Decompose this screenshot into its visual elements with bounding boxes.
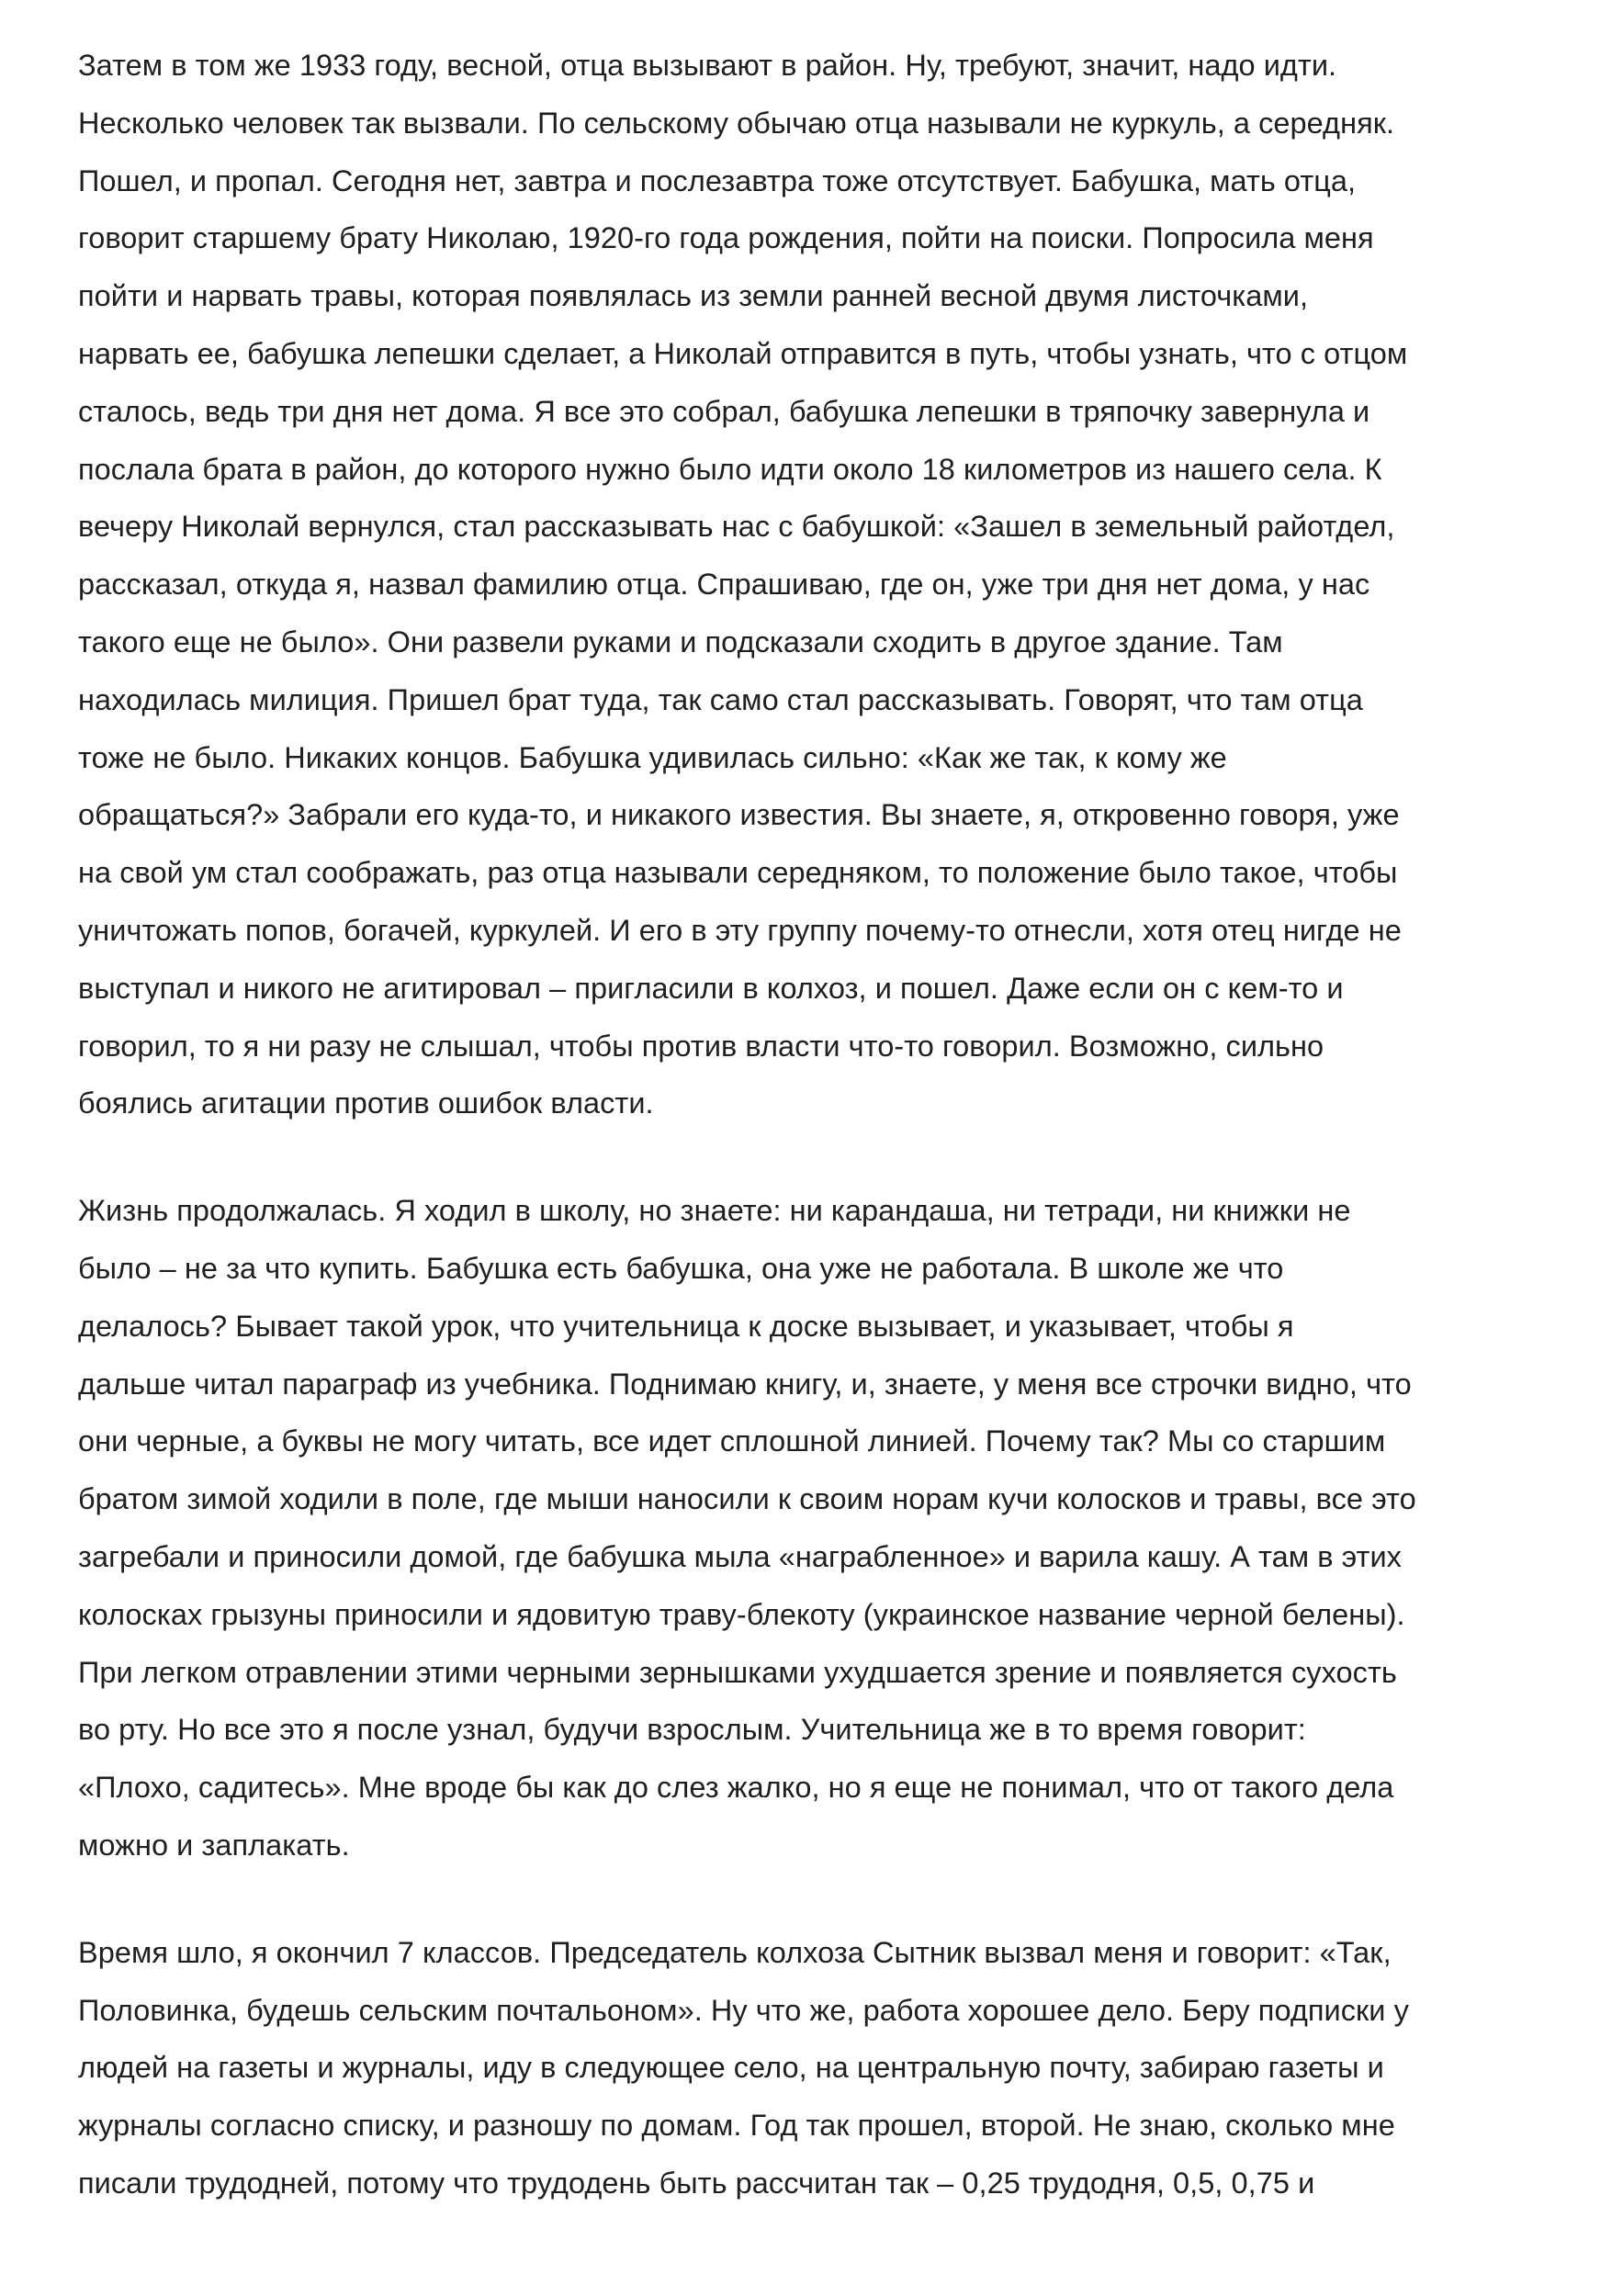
text-line: рассказал, откуда я, назвал фамилию отца. Спрашиваю, где он, уже три дня нет дома, у нас xyxy=(78,568,1370,602)
document-body xyxy=(78,37,1566,2212)
text-line: послала брата в район, до которого нужно было идти около 18 километров из нашего села. К xyxy=(78,452,1382,486)
text-line: колосках грызуны приносили и ядовитую траву-блекоту (украинское название черной белены). xyxy=(78,1597,1405,1631)
text-line: братом зимой ходили в поле, где мыши наносили к своим норам кучи колосков и травы, все это xyxy=(78,1482,1416,1516)
text-line: такого еще не было». Они развели руками и подсказали сходить в другое здание. Там xyxy=(78,625,1283,658)
text-line: Жизнь продолжалась. Я ходил в школу, но знаете: ни карандаша, ни тетради, ни книжки не xyxy=(78,1194,1351,1228)
text-line: писали трудодней, потому что трудодень быть рассчитан так – 0,25 трудодня, 0,5, 0,75 и xyxy=(78,2166,1315,2200)
text-line: журналы согласно списку, и разношу по домам. Год так прошел, второй. Не знаю, сколько мне xyxy=(78,2109,1395,2143)
text-line: обращаться?» Забрали его куда-то, и никакого известия. Вы знаете, я, откровенно говоря, уже xyxy=(78,798,1400,832)
text-line: При легком отравлении этими черными зернышками ухудшается зрение и появляется сухость xyxy=(78,1655,1397,1689)
text-line: было – не за что купить. Бабушка есть бабушка, она уже не работала. В школе же что xyxy=(78,1251,1284,1285)
text-line: на свой ум стал соображать, раз отца называли середняком, то положение было такое, чтобы xyxy=(78,856,1398,890)
text-line: боялись агитации против ошибок власти. xyxy=(78,1086,654,1120)
paragraph xyxy=(78,1182,1566,1874)
text-line: говорит старшему брату Николаю, 1920-го года рождения, пойти на поиски. Попросила меня xyxy=(78,221,1374,255)
text-line: сталось, ведь три дня нет дома. Я все это собрал, бабушка лепешки в тряпочку завернула и xyxy=(78,394,1370,428)
text-line: Половинка, будешь сельским почтальоном». Ну что же, работа хорошее дело. Беру подписки у xyxy=(78,1993,1409,2027)
text-line: говорил, то я ни разу не слышал, чтобы против власти что-то говорил. Возможно, сильно xyxy=(78,1029,1324,1063)
text-line: вечеру Николай вернулся, стал рассказывать нас с бабушкой: «Зашел в земельный райотдел, xyxy=(78,510,1395,544)
text-line: дальше читал параграф из учебника. Поднимаю книгу, и, знаете, у меня все строчки видно, что xyxy=(78,1367,1412,1401)
text-line: «Плохо, садитесь». Мне вроде бы как до слез жалко, но я еще не понимал, что от такого дела xyxy=(78,1771,1394,1805)
text-line: Затем в том же 1933 году, весной, отца вызывают в район. Ну, требуют, значит, надо идти. xyxy=(78,49,1337,82)
text-line: тоже не было. Никаких концов. Бабушка удивилась сильно: «Как же так, к кому же xyxy=(78,740,1227,774)
text-line: делалось? Бывает такой урок, что учительница к доске вызывает, и указывает, чтобы я xyxy=(78,1309,1294,1343)
text-line: можно и заплакать. xyxy=(78,1828,350,1862)
text-line: пойти и нарвать травы, которая появлялась из земли ранней весной двумя листочками, xyxy=(78,279,1309,313)
text-line: нарвать ее, бабушка лепешки сделает, а Николай отправится в путь, чтобы узнать, что с отцом xyxy=(78,336,1408,370)
text-line: загребали и приносили домой, где бабушка мыла «награбленное» и варила кашу. А там в этих xyxy=(78,1539,1402,1573)
text-line: Несколько человек так вызвали. По сельскому обычаю отца называли не куркуль, а середняк. xyxy=(78,106,1395,140)
text-line: Пошел, и пропал. Сегодня нет, завтра и послезавтра тоже отсутствует. Бабушка, мать отца, xyxy=(78,163,1357,197)
text-line: Время шло, я окончил 7 классов. Председатель колхоза Сытник вызвал меня и говорит: «Так, xyxy=(78,1935,1392,1969)
text-line: уничтожать попов, богачей, куркулей. И его в эту группу почему-то отнесли, хотя отец нигде не xyxy=(78,913,1402,947)
text-line: выступал и никого не агитировал – пригласили в колхоз, и пошел. Даже если он с кем-то и xyxy=(78,971,1344,1005)
text-line: находилась милиция. Пришел брат туда, так само стал рассказывать. Говорят, что там отца xyxy=(78,682,1363,716)
text-line: людей на газеты и журналы, иду в следующее село, на центральную почту, забираю газеты и xyxy=(78,2051,1384,2085)
text-line: во рту. Но все это я после узнал, будучи взрослым. Учительница же в то время говорит: xyxy=(78,1713,1306,1747)
text-line: они черные, а буквы не могу читать, все идет сплошной линией. Почему так? Мы со старшим xyxy=(78,1424,1386,1458)
paragraph xyxy=(78,37,1566,1132)
paragraph xyxy=(78,1924,1566,2212)
document-page xyxy=(78,37,1566,2212)
